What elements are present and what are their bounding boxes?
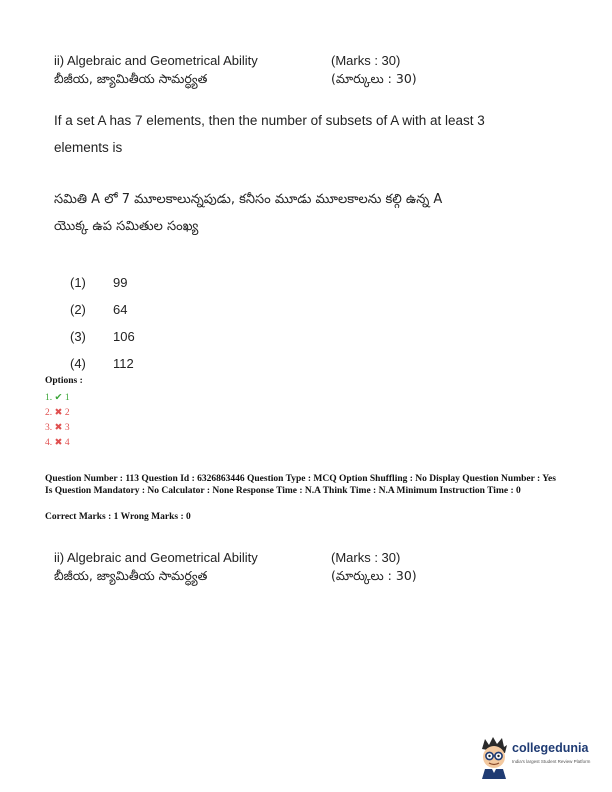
section-marks: (Marks : 30) bbox=[331, 550, 401, 565]
choice-number: (4) bbox=[70, 356, 86, 371]
section-title: ii) Algebraic and Geometrical Ability bbox=[54, 53, 258, 68]
option-row bbox=[45, 407, 70, 418]
choice-value: 99 bbox=[113, 275, 128, 290]
question-telugu-line1: సమితి A లో 7 మూలకాలున్నపుడు, కనీసం మూడు మూలకాలను కల్గి ఉన్న A bbox=[54, 192, 443, 207]
marks-info: Correct Marks : 1 Wrong Marks : 0 bbox=[45, 512, 191, 522]
option-number: 1. bbox=[45, 393, 53, 403]
question-text-line2: elements is bbox=[54, 140, 123, 155]
option-number: 3. bbox=[45, 423, 53, 433]
brand-tagline: India's largest Student Review Platform bbox=[512, 759, 591, 764]
section-marks-telugu: (మార్కులు : 30) bbox=[331, 568, 417, 583]
cross-icon: ✖ bbox=[54, 423, 63, 433]
choice-value: 64 bbox=[113, 302, 128, 317]
check-icon: ✔ bbox=[54, 393, 63, 403]
choice-number: (3) bbox=[70, 329, 86, 344]
option-label: 2 bbox=[64, 408, 70, 418]
option-row bbox=[45, 422, 70, 433]
option-row bbox=[45, 437, 70, 448]
section-title-telugu: బీజీయ, జ్యామితీయ సామర్ధ్యత bbox=[54, 71, 208, 86]
options-heading: Options : bbox=[45, 376, 83, 386]
option-label: 4 bbox=[64, 438, 70, 448]
question-telugu-line2: యొక్క ఉప సమితుల సంఖ్య bbox=[54, 219, 199, 234]
option-row bbox=[45, 392, 70, 403]
choice-value: 112 bbox=[113, 356, 134, 371]
choice-number: (2) bbox=[70, 302, 86, 317]
section-marks-telugu: (మార్కులు : 30) bbox=[331, 71, 417, 86]
option-label: 1 bbox=[64, 393, 70, 403]
brand-name: collegedunia bbox=[512, 741, 589, 755]
question-text-line1: If a set A has 7 elements, then the number of subsets of A with at least 3 bbox=[54, 113, 485, 128]
choice-value: 106 bbox=[113, 329, 135, 344]
section-title-telugu: బీజీయ, జ్యామితీయ సామర్ధ్యత bbox=[54, 568, 208, 583]
section-title: ii) Algebraic and Geometrical Ability bbox=[54, 550, 258, 565]
question-meta: Question Number : 113 Question Id : 6326863446 Question Type : MCQ Option Shuffling : No Display Question Number : Yes Is Question Mandatory : No Calculator : None Response Time : N.A Think Time : N.A Minimum Instruction Time : 0 bbox=[45, 474, 556, 496]
option-number: 4. bbox=[45, 438, 53, 448]
option-label: 3 bbox=[64, 423, 70, 433]
cross-icon: ✖ bbox=[54, 408, 63, 418]
cross-icon: ✖ bbox=[54, 438, 63, 448]
collegedunia-mascot-icon bbox=[476, 735, 512, 779]
option-number: 2. bbox=[45, 408, 53, 418]
section-marks: (Marks : 30) bbox=[331, 53, 401, 68]
choice-number: (1) bbox=[70, 275, 86, 290]
